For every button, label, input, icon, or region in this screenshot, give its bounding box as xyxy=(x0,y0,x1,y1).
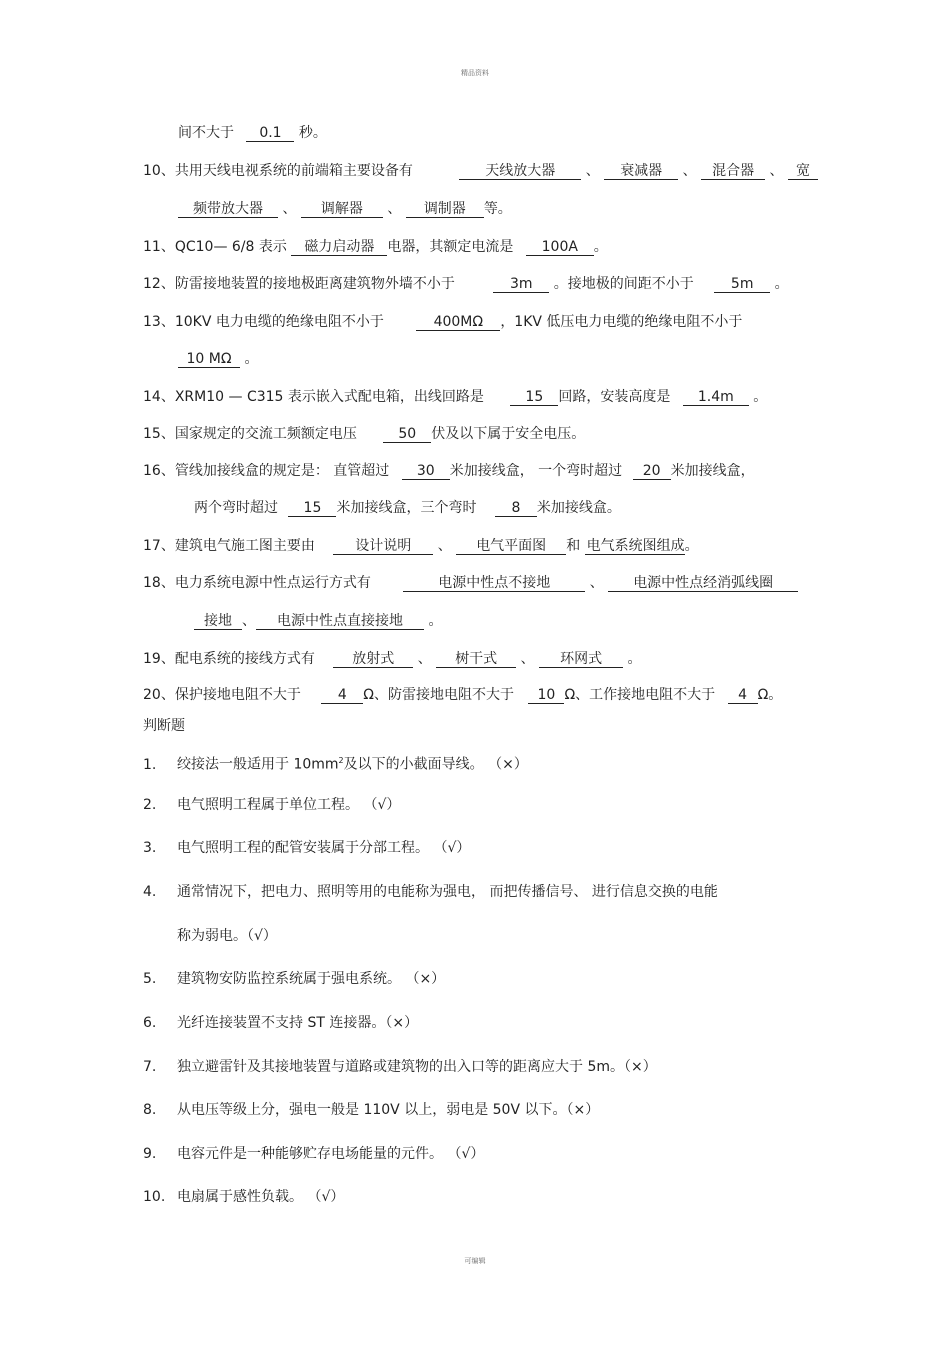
text: 两个弯时超过 xyxy=(194,500,278,516)
answer-blank: 30 xyxy=(402,463,450,480)
question-12 xyxy=(143,275,789,293)
answer-blank: 4 xyxy=(728,687,758,704)
text: 10KV 电力电缆的绝缘电阻不小于 xyxy=(174,314,384,330)
text: 。接地极的间距不小于 xyxy=(553,276,694,292)
item-text: 从电压等级上分，强电一般是 110V 以上，弱电是 50V 以下。（×） xyxy=(177,1102,600,1118)
text: Ω、工作接地电阻不大于 xyxy=(564,687,716,703)
answer-blank: 电源中性点经消弧线圈 xyxy=(608,575,798,592)
question-number: 12、 xyxy=(143,276,175,292)
text: 建筑电气施工图主要由 xyxy=(174,538,315,554)
item-number: 3. xyxy=(143,840,157,856)
question-number: 17、 xyxy=(143,538,175,554)
question-13 xyxy=(143,313,742,331)
item-text: 电气照明工程属于单位工程。 （√） xyxy=(177,797,401,813)
text: 米加接线盒，三个弯时 xyxy=(336,500,477,516)
answer-blank: 5m xyxy=(714,276,770,293)
question-number: 16、 xyxy=(143,463,175,479)
text: 。 xyxy=(428,613,443,629)
item-number: 8. xyxy=(143,1102,157,1118)
answer-blank: 频带放大器 xyxy=(178,201,278,218)
judge-item-7 xyxy=(143,1058,657,1076)
text: XRM10 — C315 表示嵌入式配电箱，出线回路是 xyxy=(174,389,484,405)
answer-blank: 宽 xyxy=(788,163,818,180)
separator: 、 xyxy=(417,651,432,667)
text: 秒。 xyxy=(298,125,327,141)
text: 保护接地电阻不大于 xyxy=(174,687,301,703)
question-10 xyxy=(143,162,818,180)
separator: 、 xyxy=(437,538,452,554)
answer-blank: 放射式 xyxy=(333,651,413,668)
answer-blank: 10 MΩ xyxy=(178,351,240,368)
question-10-cont xyxy=(178,200,512,218)
text: 等。 xyxy=(483,201,512,217)
question-11 xyxy=(143,238,608,256)
item-text: 建筑物安防监控系统属于强电系统。 （×） xyxy=(177,971,446,987)
separator: 、 xyxy=(242,613,256,629)
question-15 xyxy=(143,425,585,443)
item-number: 2. xyxy=(143,797,157,813)
answer-blank: 400MΩ xyxy=(416,314,500,331)
answer-blank: 接地 xyxy=(194,613,242,630)
answer-blank: 20 xyxy=(633,463,671,480)
text: 和 xyxy=(566,538,581,554)
answer-blank: 调制器 xyxy=(406,201,484,218)
answer-blank: 天线放大器 xyxy=(459,163,581,180)
item-number: 4. xyxy=(143,884,157,900)
judge-item-10 xyxy=(143,1188,344,1206)
text: 。 xyxy=(627,651,642,667)
section-title: 判断题 xyxy=(143,718,185,734)
separator: 、 xyxy=(589,575,604,591)
judge-item-9 xyxy=(143,1145,484,1163)
judge-item-3 xyxy=(143,839,470,857)
answer-blank: 衰减器 xyxy=(604,163,678,180)
text: 米加接线盒， xyxy=(670,463,755,479)
item-text: 电气照明工程的配管安装属于分部工程。 （√） xyxy=(177,840,471,856)
answer-blank: 电气平面图 xyxy=(456,538,566,555)
text: 。 xyxy=(244,351,259,367)
judge-item-1 xyxy=(143,752,528,774)
question-18 xyxy=(143,574,798,592)
text: 伏及以下属于安全电压。 xyxy=(431,426,586,442)
text: QC10— 6/8 表示 xyxy=(174,239,287,255)
question-number: 20、 xyxy=(143,687,175,703)
judge-item-2 xyxy=(143,796,400,814)
question-number: 18、 xyxy=(143,575,175,591)
text: 。 xyxy=(753,389,768,405)
question-14 xyxy=(143,388,767,406)
answer-blank: 磁力启动器 xyxy=(291,239,387,256)
judge-item-4-cont xyxy=(143,927,277,945)
answer-blank: 设计说明 xyxy=(333,538,433,555)
question-16-cont xyxy=(194,499,621,517)
item-text: 独立避雷针及其接地装置与道路或建筑物的出入口等的距离应大于 5m。（×） xyxy=(177,1059,657,1075)
text: 配电系统的接线方式有 xyxy=(174,651,315,667)
answer-blank: 8 xyxy=(495,500,537,517)
separator: 、 xyxy=(387,201,402,217)
item-text: 光纤连接装置不支持 ST 连接器。（×） xyxy=(177,1015,419,1031)
item-number: 10. xyxy=(143,1189,166,1205)
text: 电力系统电源中性点运行方式有 xyxy=(174,575,371,591)
answer-blank: 100A xyxy=(526,239,594,256)
answer-blank: 电源中性点不接地 xyxy=(403,575,585,592)
answer-blank: 混合器 xyxy=(701,163,765,180)
item-number: 9. xyxy=(143,1146,157,1162)
answer-blank: 调解器 xyxy=(301,201,383,218)
item-text: 称为弱电。（√） xyxy=(177,928,277,944)
question-20 xyxy=(143,686,782,704)
question-16 xyxy=(143,462,755,480)
item-number: 6. xyxy=(143,1015,157,1031)
answer-blank: 电源中性点直接接地 xyxy=(256,613,424,630)
answer-blank: 0.1 xyxy=(246,125,294,142)
answer-blank: 电气系统图组成。 xyxy=(586,538,699,554)
superscript: 2 xyxy=(338,756,344,765)
text: 共用天线电视系统的前端箱主要设备有 xyxy=(174,163,413,179)
text: 米加接线盒。 xyxy=(536,500,621,516)
judge-item-8 xyxy=(143,1101,599,1119)
judge-item-4 xyxy=(143,883,718,901)
separator: 、 xyxy=(682,163,697,179)
answer-blank: 树干式 xyxy=(436,651,516,668)
answer-blank: 15 xyxy=(288,500,336,517)
separator: 、 xyxy=(585,163,600,179)
question-number: 11、 xyxy=(143,239,175,255)
answer-blank: 50 xyxy=(383,426,431,443)
text: 。 xyxy=(774,276,789,292)
text: 管线加接线盒的规定是： 直管超过 xyxy=(174,463,390,479)
separator: 、 xyxy=(520,651,535,667)
text: 间不大于 xyxy=(178,125,234,141)
item-number: 7. xyxy=(143,1059,157,1075)
text: 国家规定的交流工频额定电压 xyxy=(174,426,357,442)
item-text: 通常情况下，把电力、照明等用的电能称为强电， 而把传播信号、 进行信息交换的电能 xyxy=(177,884,718,900)
text: 回路，安装高度是 xyxy=(558,389,671,405)
text: ，1KV 低压电力电缆的绝缘电阻不小于 xyxy=(500,314,743,330)
question-number: 15、 xyxy=(143,426,175,442)
question-19 xyxy=(143,650,642,668)
text: 电器，其额定电流是 xyxy=(387,239,514,255)
question-18-cont xyxy=(194,612,442,630)
question-number: 14、 xyxy=(143,389,175,405)
text: 米加接线盒， 一个弯时超过 xyxy=(449,463,623,479)
item-text: 绞接法一般适用于 10mm xyxy=(177,756,339,773)
fill-line-0 xyxy=(178,124,327,142)
page-header: 精品资料 xyxy=(461,69,489,77)
text: Ω、防雷接地电阻不大于 xyxy=(363,687,514,703)
question-17 xyxy=(143,537,699,555)
separator: 、 xyxy=(769,163,784,179)
text: 防雷接地装置的接地极距离建筑物外墙不小于 xyxy=(174,276,455,292)
text: Ω。 xyxy=(757,687,783,703)
separator: 、 xyxy=(282,201,297,217)
item-number: 5. xyxy=(143,971,157,987)
answer-blank: 15 xyxy=(510,389,558,406)
question-number: 10、 xyxy=(143,163,175,179)
question-number: 13、 xyxy=(143,314,175,330)
judge-item-6 xyxy=(143,1014,418,1032)
page-footer: 可编辑 xyxy=(464,1257,486,1265)
item-text-cont: 及以下的小截面导线。 （×） xyxy=(343,756,528,773)
answer-blank: 4 xyxy=(321,687,363,704)
item-text: 电扇属于感性负载。 （√） xyxy=(177,1189,345,1205)
item-text: 电容元件是一种能够贮存电场能量的元件。 （√） xyxy=(177,1146,485,1162)
question-13-cont xyxy=(178,350,258,368)
answer-blank: 1.4m xyxy=(683,389,749,406)
judge-item-5 xyxy=(143,970,445,988)
answer-blank: 10 xyxy=(528,687,564,704)
answer-blank: 3m xyxy=(493,276,549,293)
item-number: 1. xyxy=(143,756,157,773)
text: 。 xyxy=(593,239,608,255)
answer-blank: 环网式 xyxy=(539,651,623,668)
question-number: 19、 xyxy=(143,651,175,667)
